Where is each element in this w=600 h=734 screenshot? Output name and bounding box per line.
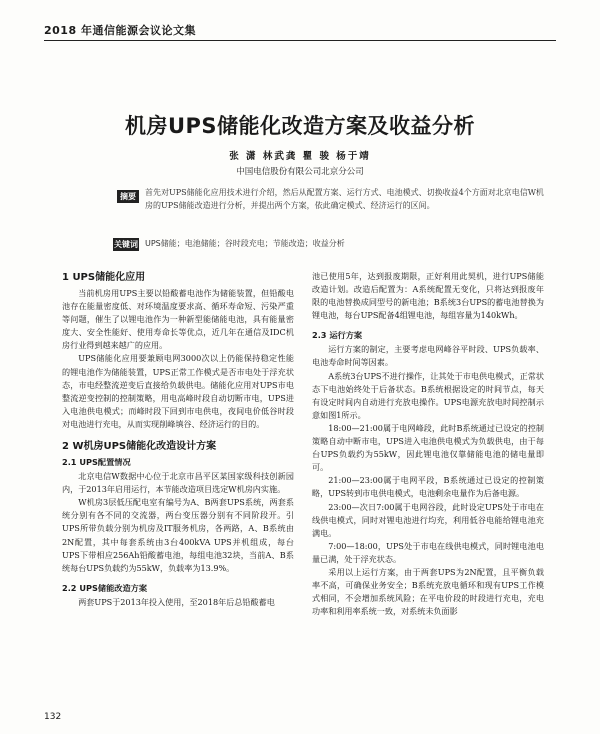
paragraph: 池已使用5年，达到报废期限，正好利用此契机，进行UPS储能改造计划。改造后配置为：A系统配置无变化，只将达到报废年限的电池替换成同型号的新电池；B系统3台UPS的蓄电池替换为锂电池，每台UPS配备4组锂电池，每组容量为140kWh。 (312, 271, 544, 321)
running-header: 2018 年通信能源会议论文集 (44, 24, 196, 37)
section-2-3-heading: 2.3 运行方案 (312, 330, 363, 341)
section-2-2-heading: 2.2 UPS储能改造方案 (62, 582, 148, 593)
paragraph: W机房3层低压配电室有编号为A、B两套UPS系统，两套系统分别有各不同的交流器，两台变压器分别有不同阶段开。引UPS所带负载分别为机房及IT服务机房，各两路，A、B系统由2N配置，其中每套系统由3台400kVA UPS并机组成，每台UPS下带相应256Ah铅酸蓄电池，每组电池32块，当前A、B系统每台UPS负载约为55kW，负载率为13.9%。 (62, 497, 294, 573)
paragraph: UPS储能化应用要兼顾电网3000次以上仍能保持稳定性能的锂电池作为储能装置，UPS正常工作模式是否市电处于浮充状态，市电经整流逆变后直接给负载供电。储能化应用对UPS市电整流逆变控制的控制策略，用电高峰时段自动切断市电，UPS进入电池供电模式；而峰时段下回到市电供电，夜间电价低谷时段对电池进行充电，从而实现削峰填谷、经济运行的目的。 (62, 353, 294, 429)
paragraph: 采用以上运行方案，由于两套UPS为2N配置，且平衡负载率不高，可确保业务安全；B系统充放电循环和现有UPS工作模式相同，不会增加系统风险；在平电价段的时段进行充电，充电功率和利用率系统一致，对系统未负面影 (312, 566, 544, 617)
authors: 张 潇 林武龚 瞿 骏 杨于靖 (229, 151, 371, 162)
page-number: 132 (44, 712, 62, 722)
paragraph: 23:00—次日7:00属于电网谷段，此时设定UPS处于市电在线供电模式，同时对锂电池进行均充，利用低谷电能给锂电池充满电。 (312, 501, 544, 538)
abstract-tag: 摘要 (117, 190, 139, 203)
paper-title: 机房UPS储能化改造方案及收益分析 (124, 114, 476, 138)
paragraph: 18:00—21:00属于电网峰段，此时B系统通过已设定的控制策略自动中断市电，UPS进入电池供电模式为负载供电，由于每台UPS负载约为55kW，因此锂电池仅靠储能电池的储电量即可。 (312, 422, 544, 473)
abstract-text: 首先对UPS储能化应用技术进行介绍，然后从配置方案、运行方式、电池模式、切换收益4个方面对北京电信W机房的UPS储能改造进行分析，并提出两个方案，依此确定模式、经济运行的区间。 (145, 188, 544, 210)
paragraph: 两套UPS于2013年投入使用，至2018年后总铅酸蓄电 (78, 596, 275, 607)
paragraph: 运行方案的制定，主要考虑电网峰谷平时段、UPS负载率、电池寿命时间等因素。 (312, 344, 544, 368)
keywords-tag: 关键词 (114, 240, 138, 249)
left-column (62, 270, 294, 609)
paragraph: 21:00—23:00属于电网平段，B系统通过已设定的控制策略，UPS转到市电供电模式，电池剩余电量作为后备电源。 (312, 475, 544, 499)
keywords-text: UPS储能；电池储能；谷时段充电；节能改造；收益分析 (145, 239, 345, 248)
right-column (312, 270, 544, 618)
section-2-1-heading: 2.1 UPS配置情况 (62, 457, 131, 468)
paragraph: 当前机房用UPS主要以铅酸蓄电池作为储能装置，但铅酸电池存在能量密度低、对环境温度要求高、循环寿命短、污染严重等问题，催生了以锂电池作为一种新型能储能电池，具有能量密度大、安全性能好、使用寿命长等优点，近几年在通信及IDC机房行业得到越来越广的应用。 (62, 288, 294, 351)
header-rule (44, 40, 556, 41)
paragraph: A系统3台UPS不进行操作，让其处于市电供电模式，正常状态下电池始终处于后备状态。B系统根据设定的时间节点，每天有设定时间内自动进行充放电操作。UPS电源充放电时间控制示意如图1所示。 (312, 370, 544, 420)
paragraph: 北京电信W数据中心位于北京市昌平区某国家级科技创新园内，于2013年启用运行，本节能改造项目选定W机房内实施。 (62, 471, 294, 495)
section-2-heading: 2 W机房UPS储能化改造设计方案 (62, 441, 217, 453)
paragraph: 7:00—18:00，UPS处于市电在线供电模式，同时锂电池电量已满，处于浮充状态。 (312, 540, 544, 564)
affiliation: 中国电信股份有限公司北京分公司 (236, 167, 364, 177)
section-1-heading: 1 UPS储能化应用 (62, 272, 146, 283)
